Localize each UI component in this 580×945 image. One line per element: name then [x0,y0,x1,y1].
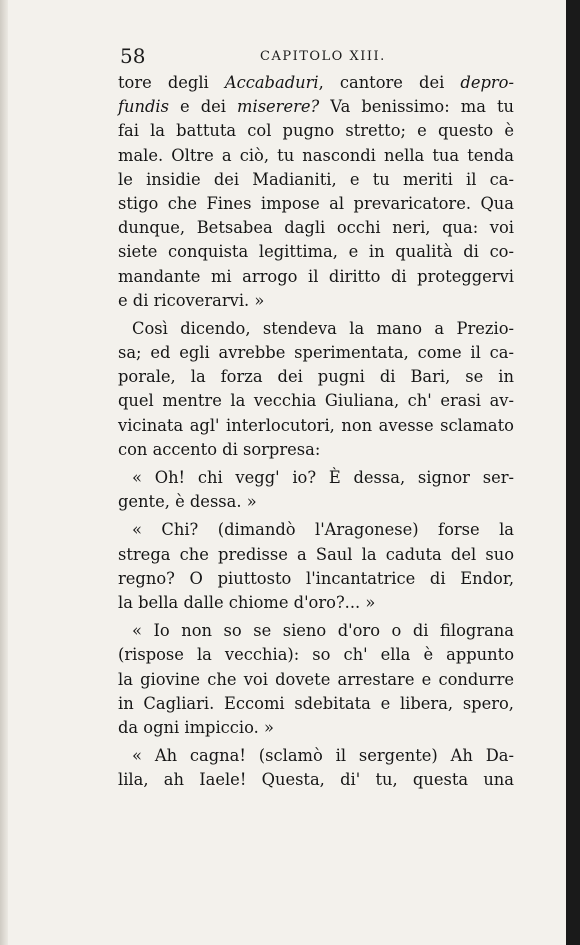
text-line: regno? O piuttosto l'incantatrice di Endor, [118,568,514,588]
text-line: dunque, Betsabea dagli occhi neri, qua: voi [118,218,514,238]
text-line: fai la battuta col pugno stretto; e questo è [118,121,514,141]
text-line: vicinata agl' interlocutori, non avesse sclamato [118,415,514,435]
paragraph [118,71,514,313]
paragraph [118,518,514,615]
text-line: mandante mi arrogo il diritto di proteggervi [118,266,514,286]
text-line: Così dicendo, stendeva la mano a Prezio- [132,318,514,338]
text-line: male. Oltre a ciò, tu nascondi nella tua tenda [118,145,514,165]
text-line: la giovine che voi dovete arrestare e condurre [118,669,514,689]
paragraph [118,744,514,792]
paragraph [118,317,514,462]
text-line: fundis e dei miserere? Va benissimo: ma tu [118,97,514,117]
text-line: tore degli Accabaduri, cantore dei depro- [118,73,514,92]
text-line: « Oh! chi vegg' io? È dessa, signor ser- [132,468,514,487]
running-head: CAPITOLO XIII. [260,49,386,64]
text-line: « Io non so se sieno d'oro o di filograna [132,621,514,641]
text-line: quel mentre la vecchia Giuliana, ch' erasi av- [118,391,514,411]
text-line: con accento di sorpresa: [118,439,321,459]
text-line: le insidie dei Madianiti, e tu meriti il ca- [118,169,514,189]
text-line: « Ah cagna! (sclamò il sergente) Ah Da- [132,746,514,766]
paragraph [118,466,514,514]
text-line: lila, ah Iaele! Questa, di' tu, questa una [118,770,514,790]
body-text [118,71,514,792]
text-line: e di ricoverarvi. » [118,290,265,310]
text-line: (rispose la vecchia): so ch' ella è appunto [118,645,514,665]
text-line: strega che predisse a Saul la caduta del suo [118,544,514,564]
text-line: in Cagliari. Eccomi sdebitata e libera, spero, [118,693,514,713]
text-line: stigo che Fines impose al prevaricatore. Qua [118,193,514,213]
text-line: da ogni impiccio. » [118,717,274,737]
page-header [120,44,520,72]
text-line: « Chi? (dimandò l'Aragonese) forse la [132,520,514,540]
page-gutter-shadow [0,0,8,945]
text-line: sa; ed egli avrebbe sperimentata, come il ca- [118,343,514,363]
text-line: siete conquista legittima, e in qualità di co- [118,242,514,262]
text-line: gente, è dessa. » [118,492,257,512]
text-line: la bella dalle chiome d'oro?... » [118,592,376,612]
text-line: porale, la forza dei pugni di Bari, se in [118,367,514,387]
page-number: 58 [120,44,146,68]
paragraph [118,619,514,740]
